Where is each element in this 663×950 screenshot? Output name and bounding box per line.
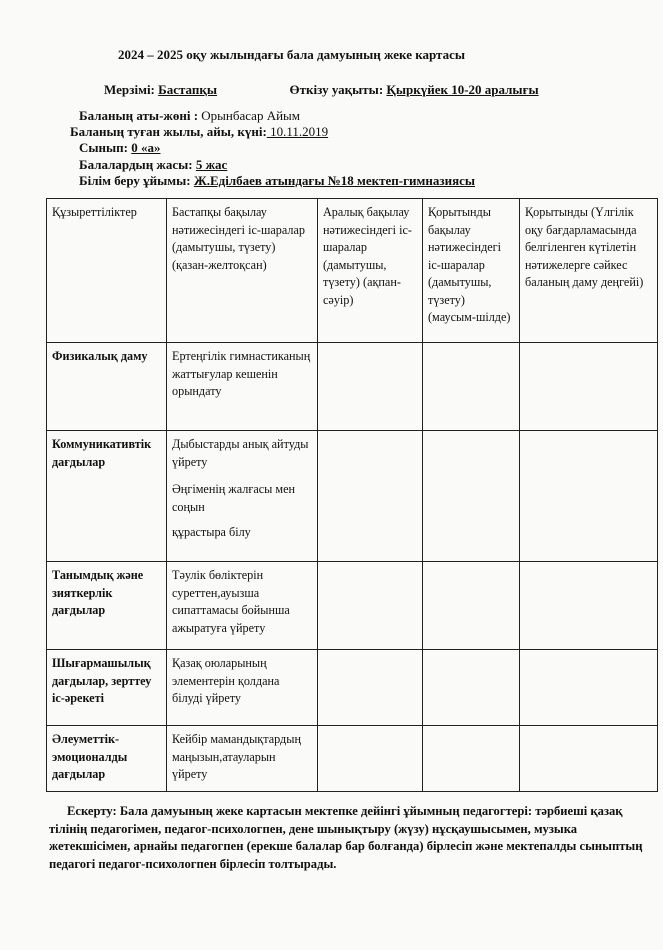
initial-text: Тәулік бөліктерін суреттен,ауызша сипаттамасы бойынша ажыратуға үйрету (172, 568, 290, 635)
organization-label: Білім беру ұйымы: (79, 173, 191, 188)
header-competencies: Құзыреттіліктер (47, 199, 167, 343)
table-row (47, 650, 658, 726)
result-cell[interactable] (520, 650, 658, 726)
result-cell[interactable] (520, 726, 658, 792)
class-line (79, 140, 161, 156)
initial-text: Ертеңгілік гимнастиканың жаттығулар кешенін орындату (172, 349, 311, 398)
table-header-row (47, 199, 658, 343)
final-observation-cell[interactable] (423, 431, 520, 562)
initial-text: Дыбыстарды анық айтуды үйрету (172, 437, 309, 469)
period-label: Мерзімі: (104, 82, 155, 97)
initial-text: құрастыра білу (172, 525, 251, 539)
interim-cell[interactable] (318, 726, 423, 792)
final-observation-cell[interactable] (423, 650, 520, 726)
birth-date-line (70, 124, 328, 140)
dates-label: Өткізу уақыты: (289, 82, 384, 97)
table-row (47, 343, 658, 431)
dates-value: Қыркүйек 10-20 аралығы (386, 82, 539, 97)
interim-cell[interactable] (318, 562, 423, 650)
initial-cell (167, 562, 318, 650)
table-row (47, 562, 658, 650)
table-row (47, 726, 658, 792)
period-value: Бастапқы (158, 82, 218, 97)
final-observation-cell[interactable] (423, 343, 520, 431)
child-name-label: Баланың аты-жөні : (79, 108, 199, 123)
initial-text: Кейбір мамандықтардың маңызын,атауларын үйрету (172, 732, 301, 781)
class-label: Сынып: (79, 140, 128, 155)
class-value: 0 «а» (131, 140, 161, 155)
footnote (49, 803, 661, 873)
child-name-line (79, 108, 300, 124)
result-cell[interactable] (520, 562, 658, 650)
header-interim: Аралық бақылау нәтижесіндегі іс-шаралар (дамытушы, түзету) (ақпан-сәуір) (318, 199, 423, 343)
initial-cell (167, 431, 318, 562)
initial-cell (167, 726, 318, 792)
competency-cell: Танымдық және зияткерлік дағдылар (47, 562, 167, 650)
age-line (79, 157, 227, 173)
document-title: 2024 – 2025 оқу жылындағы бала дамуының жеке картасы (118, 47, 466, 62)
competency-cell: Шығармашылық дағдылар, зерттеу іс-әрекеті (47, 650, 167, 726)
competency-cell: Физикалық даму (47, 343, 167, 431)
interim-cell[interactable] (318, 343, 423, 431)
birth-date-label: Баланың туған жылы, айы, күні: (70, 124, 267, 139)
header-final-observation: Қорытынды бақылау нәтижесіндегі іс-шаралар (дамытушы, түзету) (маусым-шілде) (423, 199, 520, 343)
birth-date-value: 10.11.2019 (266, 124, 329, 139)
result-cell[interactable] (520, 343, 658, 431)
final-observation-cell[interactable] (423, 726, 520, 792)
initial-cell (167, 650, 318, 726)
interim-cell[interactable] (318, 650, 423, 726)
competency-cell: Коммуникативтік дағдылар (47, 431, 167, 562)
header-initial: Бастапқы бақылау нәтижесіндегі іс-шаралар (дамытушы, түзету) (қазан-желтоқсан) (167, 199, 318, 343)
initial-cell (167, 343, 318, 431)
final-observation-cell[interactable] (423, 562, 520, 650)
development-card-table (46, 198, 658, 792)
period-line (104, 82, 539, 98)
table-row (47, 431, 658, 562)
header-result: Қорытынды (Үлгілік оқу бағдарламасында белгіленген күтілетін нәтижелерге сәйкес баланың даму деңгейі) (520, 199, 658, 343)
age-value: 5 жас (195, 157, 228, 172)
child-name-value: Орынбасар Айым (201, 108, 300, 123)
footnote-text: Ескерту: Бала дамуының жеке картасын мектепке дейінгі ұйымның педагогтері: тәрбиеші қазақ тілінің педагогімен, педагог-психологпен, дене шынықтыру (жүзу) нұсқаушысымен, музыка жетекшісімен, арнайы педагогпен (ерекше балалар бар болғанда) бірлесіп және мектепалды сыныптың педагогі педагог-психологпен бірлесіп толтырады. (49, 804, 643, 871)
result-cell[interactable] (520, 431, 658, 562)
age-label: Балалардың жасы: (79, 157, 193, 172)
interim-cell[interactable] (318, 431, 423, 562)
initial-text: Қазақ оюларының элементерін қолдана білуді үйрету (172, 656, 280, 705)
organization-line (79, 173, 475, 189)
initial-text: Әңгіменің жалғасы мен соңын (172, 482, 296, 514)
organization-value: Ж.Еділбаев атындағы №18 мектеп-гимназиясы (193, 173, 476, 188)
competency-cell: Әлеуметтік-эмоционалды дағдылар (47, 726, 167, 792)
